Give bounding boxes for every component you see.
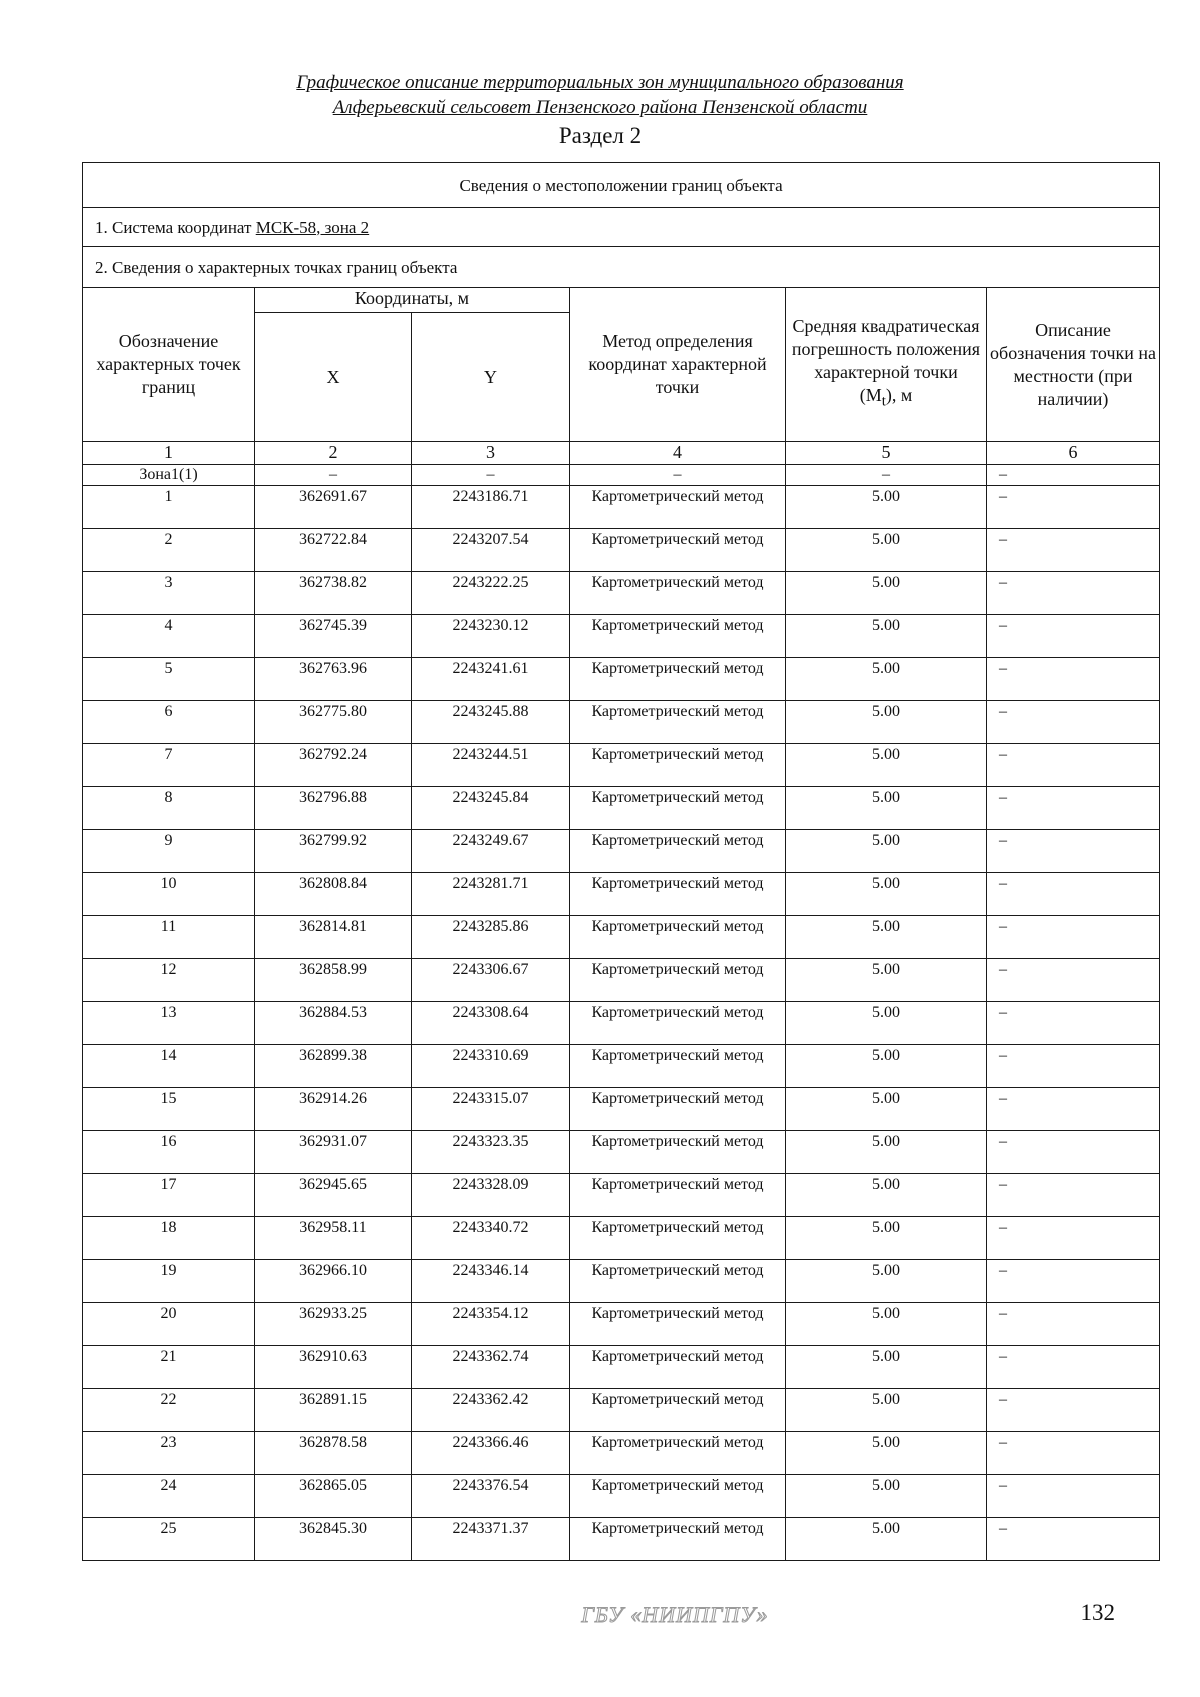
table-row bbox=[83, 959, 1160, 1002]
point-method: Картометрический метод bbox=[570, 1260, 786, 1303]
table-row bbox=[83, 486, 1160, 529]
point-method: Картометрический метод bbox=[570, 1303, 786, 1346]
table-row bbox=[83, 658, 1160, 701]
point-error: 5.00 bbox=[786, 1475, 987, 1518]
point-description: – bbox=[987, 1475, 1160, 1518]
point-description: – bbox=[987, 1432, 1160, 1475]
point-number: 12 bbox=[83, 959, 255, 1002]
point-error: 5.00 bbox=[786, 1518, 987, 1561]
point-number: 9 bbox=[83, 830, 255, 873]
point-y: 2243376.54 bbox=[412, 1475, 570, 1518]
table-row bbox=[83, 830, 1160, 873]
table-title-row bbox=[83, 163, 1160, 208]
point-description: – bbox=[987, 1002, 1160, 1045]
point-method: Картометрический метод bbox=[570, 916, 786, 959]
point-number: 10 bbox=[83, 873, 255, 916]
point-description: – bbox=[987, 701, 1160, 744]
table-row bbox=[83, 744, 1160, 787]
point-x: 362845.30 bbox=[255, 1518, 412, 1561]
point-x: 362691.67 bbox=[255, 486, 412, 529]
table-row bbox=[83, 1303, 1160, 1346]
table-row bbox=[83, 615, 1160, 658]
point-y: 2243285.86 bbox=[412, 916, 570, 959]
header-y: Y bbox=[412, 313, 570, 442]
point-method: Картометрический метод bbox=[570, 658, 786, 701]
point-x: 362914.26 bbox=[255, 1088, 412, 1131]
point-y: 2243207.54 bbox=[412, 529, 570, 572]
boundary-points-table bbox=[82, 162, 1160, 1561]
point-error: 5.00 bbox=[786, 529, 987, 572]
point-number: 17 bbox=[83, 1174, 255, 1217]
point-error: 5.00 bbox=[786, 1303, 987, 1346]
table-row bbox=[83, 1131, 1160, 1174]
point-description: – bbox=[987, 615, 1160, 658]
point-method: Картометрический метод bbox=[570, 486, 786, 529]
point-x: 362799.92 bbox=[255, 830, 412, 873]
point-y: 2243323.35 bbox=[412, 1131, 570, 1174]
header-error-unit: ), м bbox=[885, 385, 913, 406]
document-title-line-1: Графическое описание территориальных зон муниципального образования bbox=[296, 72, 904, 93]
header-error bbox=[786, 288, 987, 442]
point-number: 16 bbox=[83, 1131, 255, 1174]
point-number: 3 bbox=[83, 572, 255, 615]
point-description: – bbox=[987, 658, 1160, 701]
document-header bbox=[0, 70, 1200, 151]
point-description: – bbox=[987, 572, 1160, 615]
point-y: 2243346.14 bbox=[412, 1260, 570, 1303]
point-number: 11 bbox=[83, 916, 255, 959]
point-number: 1 bbox=[83, 486, 255, 529]
point-number: 18 bbox=[83, 1217, 255, 1260]
table-row bbox=[83, 873, 1160, 916]
point-description: – bbox=[987, 529, 1160, 572]
point-method: Картометрический метод bbox=[570, 1217, 786, 1260]
point-number: 4 bbox=[83, 615, 255, 658]
table-row bbox=[83, 787, 1160, 830]
header-coordinates: Координаты, м bbox=[255, 288, 570, 313]
point-error: 5.00 bbox=[786, 701, 987, 744]
organization-watermark: ГБУ «НИИПГПУ» bbox=[581, 1602, 769, 1627]
header-error-text: Средняя квадратическая погрешность положения характерной точки bbox=[791, 316, 981, 383]
point-number: 25 bbox=[83, 1518, 255, 1561]
table-title: Сведения о местоположении границ объекта bbox=[83, 163, 1160, 208]
header-error-mt: (M bbox=[859, 385, 882, 406]
point-method: Картометрический метод bbox=[570, 1088, 786, 1131]
point-x: 362966.10 bbox=[255, 1260, 412, 1303]
table-row bbox=[83, 1475, 1160, 1518]
point-method: Картометрический метод bbox=[570, 615, 786, 658]
point-method: Картометрический метод bbox=[570, 959, 786, 1002]
point-description: – bbox=[987, 1303, 1160, 1346]
point-method: Картометрический метод bbox=[570, 1389, 786, 1432]
points-info-row bbox=[83, 247, 1160, 288]
point-description: – bbox=[987, 1045, 1160, 1088]
point-error: 5.00 bbox=[786, 572, 987, 615]
table-row bbox=[83, 916, 1160, 959]
point-y: 2243328.09 bbox=[412, 1174, 570, 1217]
point-description: – bbox=[987, 830, 1160, 873]
point-description: – bbox=[987, 916, 1160, 959]
points-info: 2. Сведения о характерных точках границ объекта bbox=[83, 247, 1160, 288]
point-description: – bbox=[987, 486, 1160, 529]
table-row bbox=[83, 1432, 1160, 1475]
point-x: 362814.81 bbox=[255, 916, 412, 959]
point-number: 2 bbox=[83, 529, 255, 572]
point-description: – bbox=[987, 744, 1160, 787]
point-x: 362878.58 bbox=[255, 1432, 412, 1475]
table-row bbox=[83, 1088, 1160, 1131]
document-title-line-2: Алферьевский сельсовет Пензенского района Пензенской области bbox=[332, 97, 868, 118]
point-number: 13 bbox=[83, 1002, 255, 1045]
header-designation: Обозначение характерных точек границ bbox=[83, 288, 255, 442]
point-x: 362792.24 bbox=[255, 744, 412, 787]
point-y: 2243186.71 bbox=[412, 486, 570, 529]
table-row bbox=[83, 701, 1160, 744]
point-method: Картометрический метод bbox=[570, 572, 786, 615]
point-error: 5.00 bbox=[786, 1432, 987, 1475]
point-x: 362958.11 bbox=[255, 1217, 412, 1260]
point-x: 362931.07 bbox=[255, 1131, 412, 1174]
point-number: 14 bbox=[83, 1045, 255, 1088]
table-row bbox=[83, 1346, 1160, 1389]
point-method: Картометрический метод bbox=[570, 1131, 786, 1174]
column-numbers-row bbox=[83, 442, 1160, 465]
point-y: 2243222.25 bbox=[412, 572, 570, 615]
point-y: 2243315.07 bbox=[412, 1088, 570, 1131]
header-method: Метод определения координат характерной точки bbox=[570, 288, 786, 442]
column-number: 3 bbox=[412, 442, 570, 465]
header-error-sub: t bbox=[881, 393, 886, 410]
point-y: 2243249.67 bbox=[412, 830, 570, 873]
point-description: – bbox=[987, 873, 1160, 916]
point-method: Картометрический метод bbox=[570, 830, 786, 873]
section-title: Раздел 2 bbox=[558, 123, 642, 148]
header-x: X bbox=[255, 313, 412, 442]
point-x: 362858.99 bbox=[255, 959, 412, 1002]
header-row-1 bbox=[83, 288, 1160, 313]
point-error: 5.00 bbox=[786, 1088, 987, 1131]
point-error: 5.00 bbox=[786, 1260, 987, 1303]
point-x: 362933.25 bbox=[255, 1303, 412, 1346]
point-number: 21 bbox=[83, 1346, 255, 1389]
coordinate-system-value: МСК-58, зона 2 bbox=[255, 217, 370, 237]
point-x: 362763.96 bbox=[255, 658, 412, 701]
point-method: Картометрический метод bbox=[570, 1475, 786, 1518]
point-x: 362775.80 bbox=[255, 701, 412, 744]
coordinate-system-row bbox=[83, 208, 1160, 247]
point-error: 5.00 bbox=[786, 916, 987, 959]
point-method: Картометрический метод bbox=[570, 787, 786, 830]
point-number: 20 bbox=[83, 1303, 255, 1346]
point-y: 2243245.88 bbox=[412, 701, 570, 744]
point-number: 15 bbox=[83, 1088, 255, 1131]
point-error: 5.00 bbox=[786, 1346, 987, 1389]
point-y: 2243371.37 bbox=[412, 1518, 570, 1561]
point-x: 362899.38 bbox=[255, 1045, 412, 1088]
point-method: Картометрический метод bbox=[570, 1045, 786, 1088]
column-number: 2 bbox=[255, 442, 412, 465]
point-y: 2243308.64 bbox=[412, 1002, 570, 1045]
point-number: 22 bbox=[83, 1389, 255, 1432]
coordinate-system bbox=[83, 208, 1160, 247]
point-description: – bbox=[987, 787, 1160, 830]
point-y: 2243281.71 bbox=[412, 873, 570, 916]
point-x: 362738.82 bbox=[255, 572, 412, 615]
point-error: 5.00 bbox=[786, 658, 987, 701]
table-row bbox=[83, 1518, 1160, 1561]
point-method: Картометрический метод bbox=[570, 1002, 786, 1045]
point-x: 362865.05 bbox=[255, 1475, 412, 1518]
point-error: 5.00 bbox=[786, 873, 987, 916]
table-row bbox=[83, 1045, 1160, 1088]
zone-error: – bbox=[786, 465, 987, 486]
table-row bbox=[83, 1260, 1160, 1303]
point-error: 5.00 bbox=[786, 1131, 987, 1174]
point-number: 24 bbox=[83, 1475, 255, 1518]
point-y: 2243340.72 bbox=[412, 1217, 570, 1260]
zone-x: – bbox=[255, 465, 412, 486]
point-description: – bbox=[987, 1346, 1160, 1389]
point-x: 362945.65 bbox=[255, 1174, 412, 1217]
point-description: – bbox=[987, 1088, 1160, 1131]
point-error: 5.00 bbox=[786, 486, 987, 529]
point-description: – bbox=[987, 1389, 1160, 1432]
point-error: 5.00 bbox=[786, 1045, 987, 1088]
point-x: 362891.15 bbox=[255, 1389, 412, 1432]
point-y: 2243241.61 bbox=[412, 658, 570, 701]
point-description: – bbox=[987, 959, 1160, 1002]
point-number: 23 bbox=[83, 1432, 255, 1475]
point-y: 2243354.12 bbox=[412, 1303, 570, 1346]
point-x: 362745.39 bbox=[255, 615, 412, 658]
point-y: 2243362.42 bbox=[412, 1389, 570, 1432]
point-method: Картометрический метод bbox=[570, 701, 786, 744]
point-method: Картометрический метод bbox=[570, 1518, 786, 1561]
point-description: – bbox=[987, 1260, 1160, 1303]
point-error: 5.00 bbox=[786, 1002, 987, 1045]
table-row bbox=[83, 1217, 1160, 1260]
point-y: 2243306.67 bbox=[412, 959, 570, 1002]
point-error: 5.00 bbox=[786, 615, 987, 658]
point-method: Картометрический метод bbox=[570, 873, 786, 916]
point-number: 5 bbox=[83, 658, 255, 701]
point-method: Картометрический метод bbox=[570, 1346, 786, 1389]
point-method: Картометрический метод bbox=[570, 744, 786, 787]
point-y: 2243245.84 bbox=[412, 787, 570, 830]
point-error: 5.00 bbox=[786, 830, 987, 873]
point-x: 362910.63 bbox=[255, 1346, 412, 1389]
point-error: 5.00 bbox=[786, 1217, 987, 1260]
header-description: Описание обозначения точки на местности (при наличии) bbox=[987, 288, 1160, 442]
column-number: 4 bbox=[570, 442, 786, 465]
zone-method: – bbox=[570, 465, 786, 486]
point-error: 5.00 bbox=[786, 1174, 987, 1217]
point-error: 5.00 bbox=[786, 1389, 987, 1432]
column-number: 6 bbox=[987, 442, 1160, 465]
point-number: 7 bbox=[83, 744, 255, 787]
point-x: 362808.84 bbox=[255, 873, 412, 916]
zone-row bbox=[83, 465, 1160, 486]
point-x: 362722.84 bbox=[255, 529, 412, 572]
point-description: – bbox=[987, 1131, 1160, 1174]
point-method: Картометрический метод bbox=[570, 1432, 786, 1475]
point-method: Картометрический метод bbox=[570, 1174, 786, 1217]
point-number: 19 bbox=[83, 1260, 255, 1303]
point-description: – bbox=[987, 1174, 1160, 1217]
point-x: 362796.88 bbox=[255, 787, 412, 830]
point-y: 2243310.69 bbox=[412, 1045, 570, 1088]
point-method: Картометрический метод bbox=[570, 529, 786, 572]
point-error: 5.00 bbox=[786, 744, 987, 787]
table-row bbox=[83, 572, 1160, 615]
point-number: 6 bbox=[83, 701, 255, 744]
point-x: 362884.53 bbox=[255, 1002, 412, 1045]
point-description: – bbox=[987, 1518, 1160, 1561]
zone-description: – bbox=[987, 465, 1160, 486]
table-row bbox=[83, 1002, 1160, 1045]
point-description: – bbox=[987, 1217, 1160, 1260]
point-y: 2243244.51 bbox=[412, 744, 570, 787]
table-row bbox=[83, 1174, 1160, 1217]
coordinate-system-label: 1. Система координат bbox=[95, 217, 256, 237]
point-number: 8 bbox=[83, 787, 255, 830]
point-error: 5.00 bbox=[786, 959, 987, 1002]
point-error: 5.00 bbox=[786, 787, 987, 830]
table-row bbox=[83, 529, 1160, 572]
point-y: 2243230.12 bbox=[412, 615, 570, 658]
column-number: 5 bbox=[786, 442, 987, 465]
zone-label: Зона1(1) bbox=[83, 465, 255, 486]
table-row bbox=[83, 1389, 1160, 1432]
zone-y: – bbox=[412, 465, 570, 486]
page-number: 132 bbox=[1080, 1600, 1115, 1625]
point-y: 2243362.74 bbox=[412, 1346, 570, 1389]
point-y: 2243366.46 bbox=[412, 1432, 570, 1475]
column-number: 1 bbox=[83, 442, 255, 465]
